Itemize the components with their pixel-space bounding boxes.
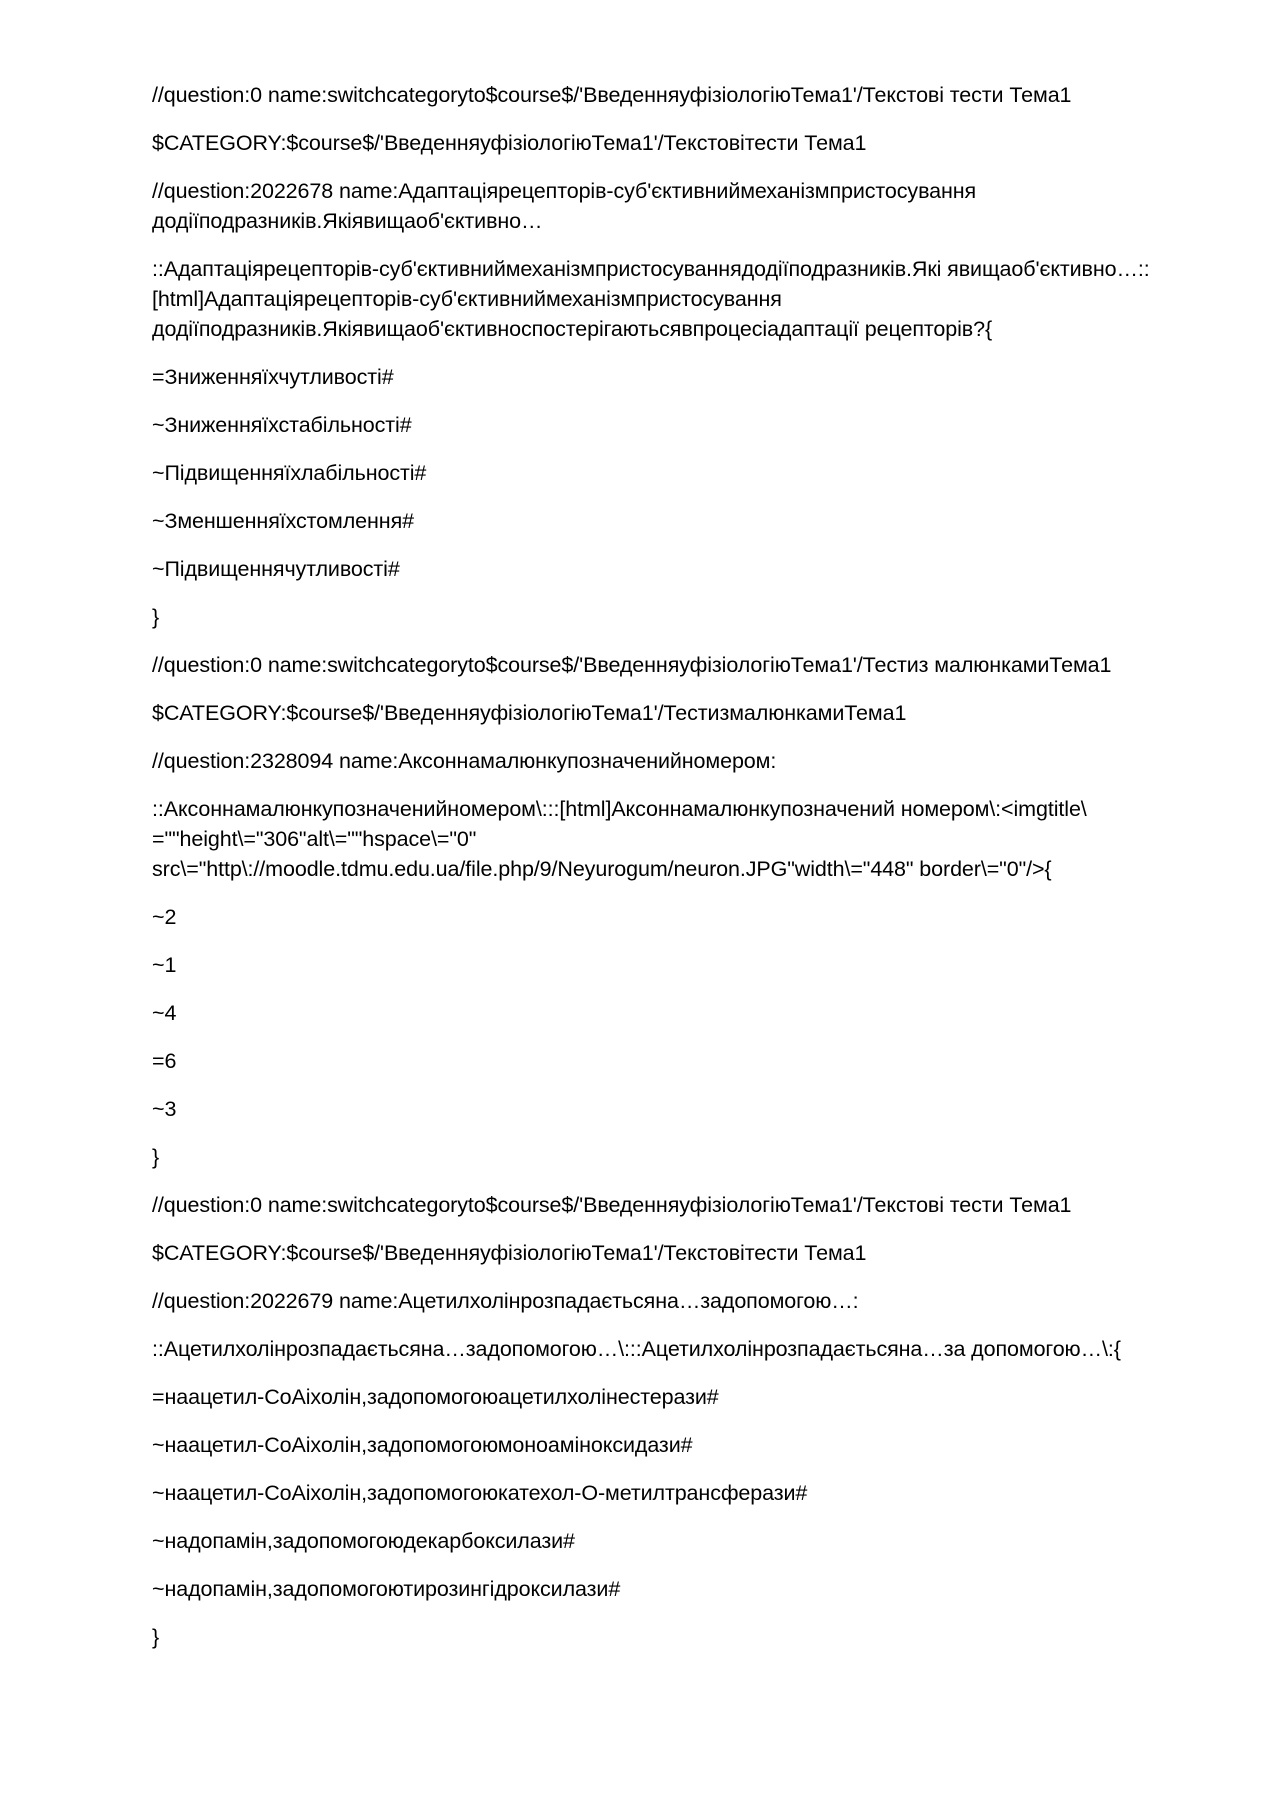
answer-option: ~наацетил-СоАіхолін,задопомогоюмоноаміноксидази# (152, 1433, 693, 1457)
answer-option: ~1 (152, 953, 177, 977)
answer-option: ~надопамін,задопомогоюдекарбоксилази# (152, 1529, 575, 1553)
text-line: ::Адаптаціярецепторів-суб'єктивниймеханізмпристосуваннядодіїподразників.Які явищаоб'єктивно…:: [html]Адаптаціярецепторів-суб'єктивниймеханізмпристосування додіїподразників.Якіявищаоб'єктивноспостерігаютьсявпроцесіадаптації рецепторів?{ (152, 257, 1150, 341)
text-line: $CATEGORY:$course$/'ВведенняуфізіологіюТема1'/Текстовітести Тема1 (152, 1241, 867, 1265)
answer-option: ~3 (152, 1097, 177, 1121)
text-line: ::Аксоннамалюнкупозначенийномером\:::[html]Аксоннамалюнкупозначений номером\:<imgtitle\ =""height\="306"alt\=""hspace\="0" src\="http\://moodle.tdmu.edu.ua/file.php/9/Neyurogum/neuron.JPG"width\="448" border\="0"/>{ (152, 797, 1087, 881)
answer-option: ~наацетил-СоАіхолін,задопомогоюкатехол-О-метилтрансферази# (152, 1481, 808, 1505)
closing-brace: } (152, 1625, 160, 1649)
answer-option: ~Зменшенняїхстомлення# (152, 509, 414, 533)
text-line: //question:2022678 name:Адаптаціярецепторів-суб'єктивниймеханізмпристосування додіїподразників.Якіявищаоб'єктивно… (152, 179, 977, 233)
text-line: //question:0 name:switchcategoryto$course$/'ВведенняуфізіологіюТема1'/Тестиз малюнкамиТема1 (152, 653, 1112, 677)
text-line: //question:0 name:switchcategoryto$course$/'ВведенняуфізіологіюТема1'/Текстові тести Тема1 (152, 83, 1072, 107)
answer-option: =6 (152, 1049, 177, 1073)
closing-brace: } (152, 1145, 160, 1169)
answer-option: ~4 (152, 1001, 177, 1025)
answer-option: =наацетил-СоАіхолін,задопомогоюацетилхолінестерази# (152, 1385, 719, 1409)
text-line: $CATEGORY:$course$/'ВведенняуфізіологіюТема1'/ТестизмалюнкамиТема1 (152, 701, 907, 725)
closing-brace: } (152, 605, 160, 629)
answer-option: ~Зниженняїхстабільності# (152, 413, 412, 437)
answer-option: ~надопамін,задопомогоютирозингідроксилази# (152, 1577, 621, 1601)
answer-option: =Зниженняїхчутливості# (152, 365, 394, 389)
text-line: //question:2022679 name:Ацетилхолінрозпадаєтьсяна…задопомогою…: (152, 1289, 859, 1313)
document-page (152, 80, 1192, 1670)
answer-option: ~2 (152, 905, 177, 929)
text-line: ::Ацетилхолінрозпадаєтьсяна…задопомогою…\:::Ацетилхолінрозпадаєтьсяна…за допомогою…\:{ (152, 1337, 1121, 1361)
text-line: //question:2328094 name:Аксоннамалюнкупозначенийномером: (152, 749, 777, 773)
text-line: $CATEGORY:$course$/'ВведенняуфізіологіюТема1'/Текстовітести Тема1 (152, 131, 867, 155)
answer-option: ~Підвищенняїхлабільності# (152, 461, 427, 485)
answer-option: ~Підвищеннячутливості# (152, 557, 400, 581)
text-line: //question:0 name:switchcategoryto$course$/'ВведенняуфізіологіюТема1'/Текстові тести Тема1 (152, 1193, 1072, 1217)
